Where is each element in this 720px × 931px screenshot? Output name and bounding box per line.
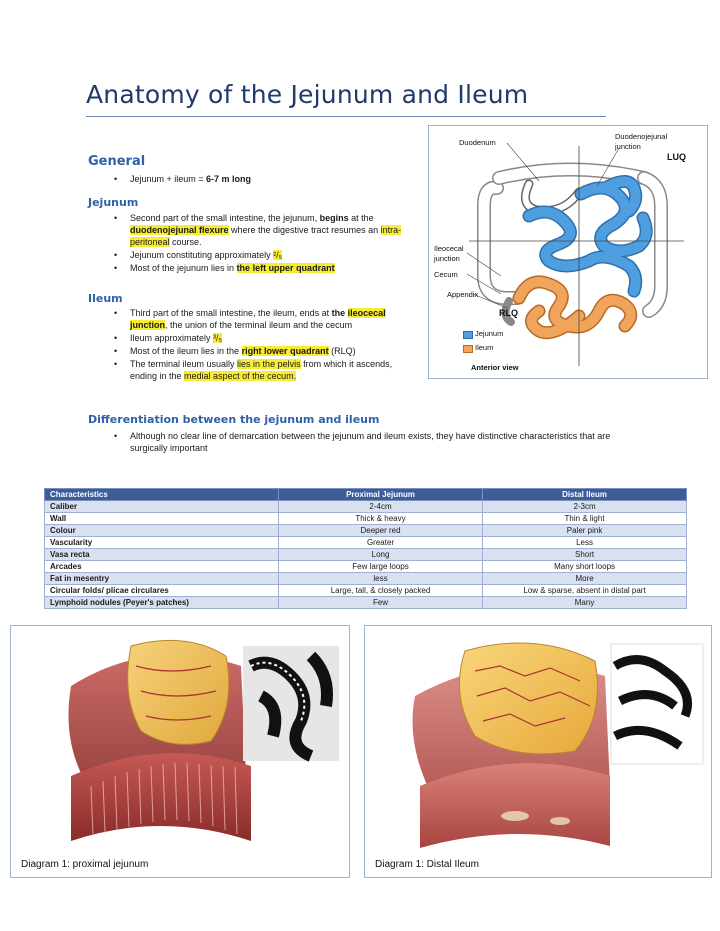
differentiation-list <box>110 430 650 455</box>
rlq-label: RLQ <box>499 308 518 318</box>
table-cell: 2-3cm <box>483 501 687 513</box>
table-cell: Thin & light <box>483 513 687 525</box>
table-cell: Few <box>278 597 482 609</box>
ileum-legend-swatch <box>463 345 473 353</box>
table-row <box>45 513 687 525</box>
table-row <box>45 549 687 561</box>
header-distal-ileum: Distal Ileum <box>483 489 687 501</box>
table-cell: Deeper red <box>278 525 482 537</box>
table-cell: Greater <box>278 537 482 549</box>
table-cell: Less <box>483 537 687 549</box>
mesentery <box>459 643 597 754</box>
jejunum-list <box>110 212 415 275</box>
table-cell: More <box>483 573 687 585</box>
general-heading: General <box>88 154 146 169</box>
table-row <box>45 561 687 573</box>
mesentery <box>128 640 229 744</box>
jejunum-heading: Jejunum <box>88 196 139 209</box>
differentiation-heading: Differentiation between the jejunum and ileum <box>88 413 380 426</box>
table-cell: Large, tall, & closely packed <box>278 585 482 597</box>
ileum-illustration <box>365 626 711 856</box>
intestine-illustration <box>429 126 707 378</box>
table-cell: Long <box>278 549 482 561</box>
table-row <box>45 525 687 537</box>
table-cell: Thick & heavy <box>278 513 482 525</box>
title-divider <box>86 116 606 117</box>
table-header-row <box>45 489 687 501</box>
ileum-diagram-panel <box>364 625 712 878</box>
list-item: • Most of the jejunum lies in the left upper quadrant <box>110 262 415 274</box>
table-cell: 2-4cm <box>278 501 482 513</box>
dj-junction-label-1: Duodenojejunal <box>615 132 668 141</box>
table-cell: Circular folds/ plicae circulares <box>45 585 279 597</box>
jejunum-legend-swatch <box>463 331 473 339</box>
table-row <box>45 585 687 597</box>
diagram-caption-ileum: Diagram 1: Distal Ileum <box>375 859 479 870</box>
table-cell: Vascularity <box>45 537 279 549</box>
table-cell: Many <box>483 597 687 609</box>
list-item: • Although no clear line of demarcation between the jejunum and ileum exists, they have distinctive characteristics that are surgically important <box>110 430 650 454</box>
table-cell: Many short loops <box>483 561 687 573</box>
list-item: • Jejunum constituting approximately ²/₅ <box>110 249 415 261</box>
opened-ileum <box>420 763 610 848</box>
table-row <box>45 501 687 513</box>
view-label: Anterior view <box>471 363 519 372</box>
table-cell: Paler pink <box>483 525 687 537</box>
list-item: • Third part of the small intestine, the ileum, ends at the ileocecal junction, the union of the terminal ileum and the cecum <box>110 307 415 331</box>
list-item: • The terminal ileum usually lies in the pelvis from which it ascends, ending in the medial aspect of the cecum. <box>110 358 415 382</box>
comparison-table <box>44 488 687 609</box>
peyers-patch <box>501 811 529 821</box>
table-cell: Vasa recta <box>45 549 279 561</box>
jejunum-diagram-panel <box>10 625 350 878</box>
table-row <box>45 537 687 549</box>
legend-jejunum-label: Jejunum <box>475 329 504 338</box>
appendix-label: Appendix <box>447 290 479 299</box>
ileocecal-label-2: junction <box>434 254 460 263</box>
luq-label: LUQ <box>667 152 686 162</box>
page-title: Anatomy of the Jejunum and Ileum <box>86 80 529 109</box>
jejunum-loops <box>529 181 646 291</box>
legend-ileum-label: Ileum <box>475 343 494 352</box>
peyers-patch <box>550 817 570 825</box>
table-cell: Fat in mesentry <box>45 573 279 585</box>
list-item: • Second part of the small intestine, the jejunum, begins at the duodenojejunal flexure where the digestive tract resumes an intra-peritoneal course. <box>110 212 415 248</box>
ileum-list <box>110 307 415 383</box>
list-item: • Most of the ileum lies in the right lower quadrant (RLQ) <box>110 345 415 357</box>
table-row <box>45 573 687 585</box>
header-proximal-jejunum: Proximal Jejunum <box>278 489 482 501</box>
header-characteristics: Characteristics <box>45 489 279 501</box>
table-cell: less <box>278 573 482 585</box>
table-cell: Low & sparse, absent in distal part <box>483 585 687 597</box>
dj-junction-label-2: junction <box>615 142 641 151</box>
ileocecal-label-1: Ileocecal <box>434 244 464 253</box>
table-cell: Colour <box>45 525 279 537</box>
general-list <box>110 173 410 186</box>
ileum-heading: Ileum <box>88 292 123 305</box>
diagram-caption-jejunum: Diagram 1: proximal jejunum <box>21 859 149 870</box>
jejunum-illustration <box>11 626 349 856</box>
table-cell: Caliber <box>45 501 279 513</box>
list-item: • Ileum approximately ³/₅ <box>110 332 415 344</box>
list-item: • Jejunum + ileum = 6-7 m long <box>110 173 410 185</box>
cecum-label: Cecum <box>434 270 458 279</box>
table-row <box>45 597 687 609</box>
intestine-anatomy-figure <box>428 125 708 379</box>
table-cell: Wall <box>45 513 279 525</box>
duodenum-label: Duodenum <box>459 138 496 147</box>
table-cell: Short <box>483 549 687 561</box>
table-cell: Lymphoid nodules (Peyer's patches) <box>45 597 279 609</box>
table-cell: Few large loops <box>278 561 482 573</box>
table-cell: Arcades <box>45 561 279 573</box>
